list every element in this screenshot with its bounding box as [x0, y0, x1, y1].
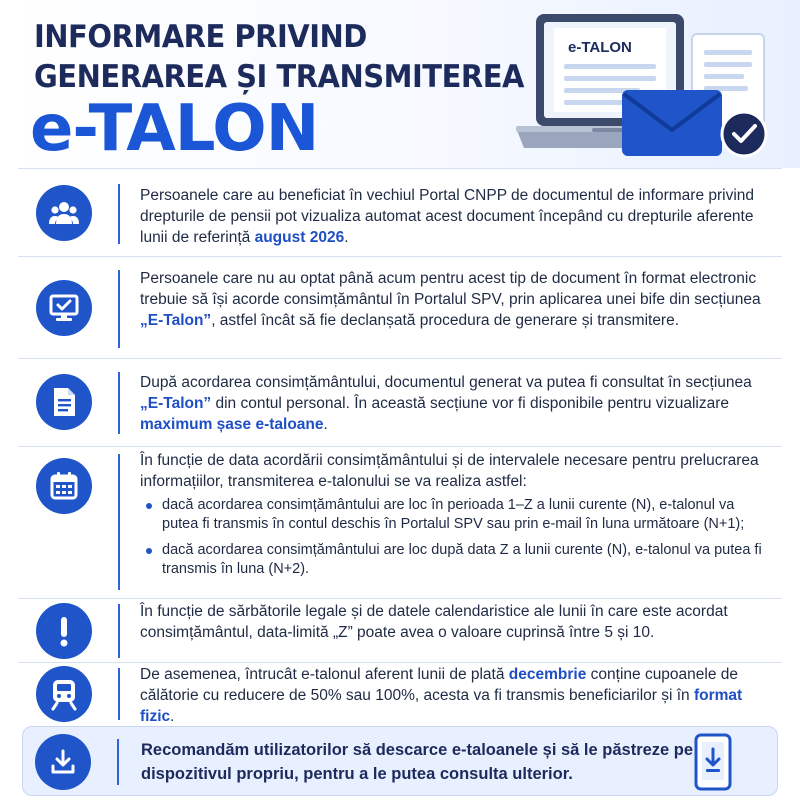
phone-download-icon: [693, 733, 733, 791]
exclamation-icon: [36, 603, 92, 659]
section-4: [0, 448, 800, 598]
section-accent-line: [118, 270, 120, 348]
body-text: .: [323, 416, 328, 433]
body-text: , astfel încât să fie declanșată procedura de generare și transmitere.: [211, 312, 680, 329]
screen-label: e-TALON: [568, 39, 632, 56]
calendar-icon: [36, 458, 92, 514]
paragraph: [140, 664, 770, 727]
paragraph: [140, 185, 770, 248]
highlight-text: decembrie: [508, 666, 587, 683]
divider: [18, 662, 782, 663]
recommendation-banner: [22, 726, 778, 796]
recommendation-text: Recomandăm utilizatorilor să descarce e-taloanele și să le păstreze pe dispozitivul propriu, pentru a le putea consulta ulterior.: [141, 741, 694, 783]
body-text: De asemenea, întrucât e-talonul aferent lunii de plată: [140, 666, 509, 683]
divider: [18, 256, 782, 257]
title-line-1: INFORMARE PRIVIND: [34, 18, 367, 55]
divider: [18, 358, 782, 359]
divider: [18, 598, 782, 599]
section-accent-line: [118, 372, 120, 434]
paragraph: [140, 372, 770, 435]
body-text: .: [170, 708, 175, 725]
section-6-text: [140, 664, 770, 727]
body-text: Persoanele care nu au optat până acum pentru acest tip de document în format electronic trebuie să își acorde consimțământul în Portalul SPV, prin aplicarea unei bife din secțiunea: [140, 270, 761, 308]
bullet-item: dacă acordarea consimțământului are loc în perioada 1–Z a lunii curente (N), e-talonul va putea fi transmis în contul deschis în Portalul SPV sau prin e-mail în luna următoare (N+1);: [140, 496, 770, 534]
section-4-text: [140, 450, 770, 586]
section-3: [0, 360, 800, 446]
section-accent-line: [118, 604, 120, 658]
section-2: [0, 258, 800, 358]
paragraph: [140, 601, 770, 643]
highlight-text: format fizic: [140, 687, 743, 725]
paragraph: [140, 268, 770, 331]
section-accent-line: [118, 184, 120, 244]
body-text: .: [344, 229, 349, 246]
body-text: Persoanele care au beneficiat în vechiul Portal CNPP de documentul de informare privind drepturile de pensii pot vizualiza automat acest document începând cu drepturile aferente lunii de referință: [140, 187, 755, 246]
section-5-text: [140, 601, 770, 643]
section-1-text: [140, 185, 770, 248]
body-text: din contul personal. În această secțiune vor fi disponibile pentru vizualizare: [211, 395, 730, 412]
section-2-text: [140, 268, 770, 331]
section-accent-line: [118, 668, 120, 720]
divider: [18, 446, 782, 447]
monitor-check-icon: [36, 280, 92, 336]
body-text: În funcție de sărbătorile legale și de datele calendaristice ale lunii în care este acordat consimțământul, data-limită „Z” poate avea o valoare cuprinsă între 5 și 10.: [140, 603, 728, 641]
divider: [18, 168, 782, 169]
highlight-text: „E-Talon”: [140, 395, 212, 412]
title-line-2: GENERAREA ȘI TRANSMITEREA: [34, 58, 524, 95]
download-icon: [35, 734, 91, 790]
brand-title: e-TALON: [30, 92, 319, 166]
highlight-text: august 2026: [254, 229, 345, 246]
bullet-list: [140, 496, 770, 579]
section-5: [0, 600, 800, 662]
users-icon: [36, 185, 92, 241]
bullet-item: dacă acordarea consimțământului are loc după data Z a lunii curente (N), e-talonul va putea fi transmis în luna (N+2).: [140, 541, 770, 579]
train-icon: [36, 666, 92, 722]
section-accent-line: [117, 739, 119, 785]
paragraph: [140, 450, 770, 492]
body-text: După acordarea consimțământului, documentul generat va putea fi consultat în secțiunea: [140, 374, 752, 391]
highlight-text: maximum șase e-taloane: [140, 416, 324, 433]
section-accent-line: [118, 454, 120, 590]
header-banner: [0, 0, 800, 168]
laptop-email-illustration: [492, 8, 792, 168]
document-icon: [36, 374, 92, 430]
body-text: conține cupoanele de călătorie cu reducere de 50% sau 100%, acesta va fi transmis beneficiarilor și în: [140, 666, 739, 704]
envelope-icon: [622, 90, 722, 156]
check-badge-icon: [722, 112, 766, 156]
section-3-text: [140, 372, 770, 435]
section-6: [0, 664, 800, 724]
section-1: [0, 170, 800, 256]
body-text: În funcție de data acordării consimțământului și de intervalele necesare pentru prelucrarea informațiilor, transmiterea e-talonului se va realiza astfel:: [140, 452, 759, 490]
highlight-text: „E-Talon”: [140, 312, 212, 329]
